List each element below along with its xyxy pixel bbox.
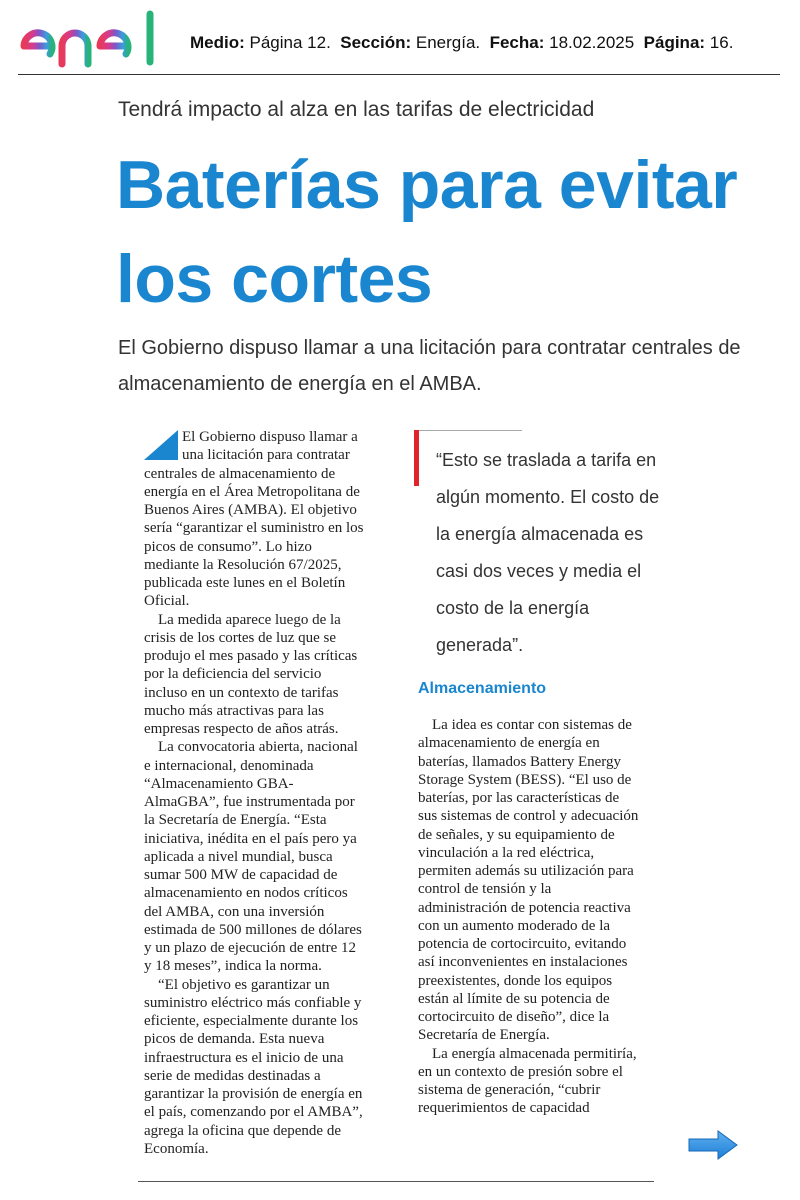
- article-column-right: [418, 716, 642, 1118]
- article-paragraph: La idea es contar con sistemas de almacenamiento de energía en baterías, llamados Battery Energy Storage System (BESS). “El uso de baterías, por las características de sus sistemas de control y adecuación de señales, y su equipamiento de vinculación a la red eléctrica, permiten además su utilización para control de tensión y la administración de potencia reactiva con un aumento moderado de la potencia de cortocircuito, evitando así inconvenientes en instalaciones preexistentes, donde los equipos están al límite de su potencia de cortocircuito de diseño”, dice la Secretaría de Energía.: [418, 717, 639, 1044]
- quote-top-rule: [414, 430, 522, 431]
- arrow-right-icon[interactable]: [688, 1130, 738, 1160]
- article-paragraph: “El objetivo es garantizar un suministro eléctrico más confiable y eficiente, especialmente durante los picos de demanda. Esta nueva infraestructura es el inicio de una serie de medidas destinadas a garantizar la provisión de energía en el país, comenzando por el AMBA”, agrega la oficina que depende de Economía.: [144, 976, 363, 1157]
- triangle-dropcap-icon: [144, 430, 178, 460]
- page-header: [0, 0, 800, 80]
- section-title: Almacenamiento: [418, 680, 547, 697]
- fecha-value: 18.02.2025: [549, 33, 635, 52]
- article-paragraph: El Gobierno dispuso llamar a una licitación para contratar centrales de almacenamiento de energía en el Área Metropolitana de Buenos Aires (AMBA). El objetivo sería “garantizar el suministro en los picos de consumo”. Lo hizo mediante la Resolución 67/2025, publicada este lunes en el Boletín Oficial.: [144, 429, 364, 610]
- article-paragraph: La energía almacenada permitiría, en un contexto de presión sobre el sistema de generación, “cubrir requerimientos de capacidad: [418, 1045, 637, 1117]
- article-column-left: [144, 428, 366, 1158]
- seccion-label: Sección:: [340, 33, 412, 52]
- quote-accent-bar: [414, 430, 419, 486]
- publication-meta: [190, 33, 733, 53]
- article-paragraph: La convocatoria abierta, nacional e internacional, denominada “Almacenamiento GBA-AlmaGBA”, fue instrumentada por la Secretaría de Energía. “Esta iniciativa, inédita en el país pero ya aplicada a nivel mundial, busca sumar 500 MW de capacidad de almacenamiento en nodos críticos del AMBA, con una inversión estimada de 500 millones de dólares y un plazo de ejecución de entre 12 y 18 meses”, indica la norma.: [144, 739, 362, 975]
- enel-logo: [16, 6, 174, 70]
- seccion-value: Energía.: [415, 33, 481, 52]
- fecha-label: Fecha:: [489, 33, 545, 52]
- quote-text: “Esto se traslada a tarifa en algún momento. El costo de la energía almacenada es casi dos veces y media el costo de la energía generada”.: [436, 450, 660, 655]
- article-subhead: El Gobierno dispuso llamar a una licitación para contratar centrales de almacenamiento de energía en el AMBA.: [118, 337, 741, 395]
- pagina-value: 16.: [709, 33, 734, 52]
- article-paragraph: La medida aparece luego de la crisis de los cortes de luz que se produjo el mes pasado y las críticas por la deficiencia del servicio incluso en un contexto de tarifas mucho más atractivas para las empresas respecto de años atrás.: [144, 611, 358, 737]
- pagina-label: Página:: [643, 33, 706, 52]
- article-headline: Baterías para evitar los cortes: [116, 147, 738, 317]
- footer-divider: [138, 1181, 654, 1182]
- medio-value: Página 12.: [249, 33, 331, 52]
- medio-label: Medio:: [190, 33, 245, 52]
- article-kicker: Tendrá impacto al alza en las tarifas de electricidad: [118, 98, 595, 121]
- header-divider: [18, 74, 780, 75]
